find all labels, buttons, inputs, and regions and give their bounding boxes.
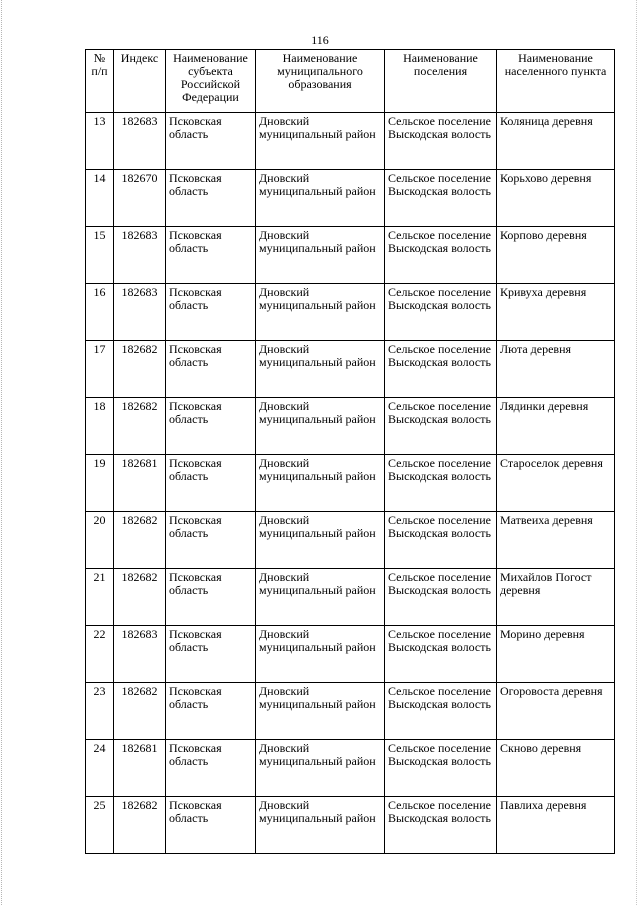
postal-index: 182682 — [114, 683, 166, 740]
row-number: 21 — [86, 569, 114, 626]
locality-name: Люта деревня — [497, 341, 615, 398]
locality-name: Огоровоста деревня — [497, 683, 615, 740]
locality-name: Морино деревня — [497, 626, 615, 683]
region-name: Псковская область — [166, 284, 256, 341]
settlement-name: Сельское поселение Выскодская волость — [385, 569, 497, 626]
postal-index: 182682 — [114, 341, 166, 398]
header-index: Индекс — [114, 50, 166, 113]
row-number: 25 — [86, 797, 114, 854]
region-name: Псковская область — [166, 569, 256, 626]
localities-table — [85, 49, 615, 854]
postal-index: 182681 — [114, 455, 166, 512]
settlement-name: Сельское поселение Выскодская волость — [385, 740, 497, 797]
page-number: 116 — [311, 33, 329, 47]
municipality-name: Дновский муниципальный район — [256, 227, 385, 284]
table-row — [86, 569, 615, 626]
settlement-name: Сельское поселение Выскодская волость — [385, 398, 497, 455]
municipality-name: Дновский муниципальный район — [256, 284, 385, 341]
header-settlement: Наименование поселения — [385, 50, 497, 113]
scan-edge-right — [636, 0, 638, 905]
postal-index: 182681 — [114, 740, 166, 797]
row-number: 20 — [86, 512, 114, 569]
table-row — [86, 341, 615, 398]
row-number: 17 — [86, 341, 114, 398]
municipality-name: Дновский муниципальный район — [256, 626, 385, 683]
municipality-name: Дновский муниципальный район — [256, 797, 385, 854]
row-number: 19 — [86, 455, 114, 512]
locality-name: Кривуха деревня — [497, 284, 615, 341]
settlement-name: Сельское поселение Выскодская волость — [385, 683, 497, 740]
region-name: Псковская область — [166, 683, 256, 740]
header-number: № п/п — [86, 50, 114, 113]
municipality-name: Дновский муниципальный район — [256, 740, 385, 797]
settlement-name: Сельское поселение Выскодская волость — [385, 170, 497, 227]
region-name: Псковская область — [166, 227, 256, 284]
municipality-name: Дновский муниципальный район — [256, 569, 385, 626]
locality-name: Матвеиха деревня — [497, 512, 615, 569]
region-name: Псковская область — [166, 398, 256, 455]
table-row — [86, 740, 615, 797]
region-name: Псковская область — [166, 740, 256, 797]
locality-name: Коляница деревня — [497, 113, 615, 170]
settlement-name: Сельское поселение Выскодская волость — [385, 455, 497, 512]
table-row — [86, 227, 615, 284]
postal-index: 182682 — [114, 398, 166, 455]
municipality-name: Дновский муниципальный район — [256, 512, 385, 569]
header-locality: Наименование населенного пункта — [497, 50, 615, 113]
municipality-name: Дновский муниципальный район — [256, 113, 385, 170]
settlement-name: Сельское поселение Выскодская волость — [385, 797, 497, 854]
table-row — [86, 455, 615, 512]
locality-name: Павлиха деревня — [497, 797, 615, 854]
row-number: 14 — [86, 170, 114, 227]
table-row — [86, 797, 615, 854]
postal-index: 182683 — [114, 626, 166, 683]
settlement-name: Сельское поселение Выскодская волость — [385, 512, 497, 569]
municipality-name: Дновский муниципальный район — [256, 683, 385, 740]
table-row — [86, 683, 615, 740]
locality-name: Лядинки деревня — [497, 398, 615, 455]
row-number: 23 — [86, 683, 114, 740]
row-number: 18 — [86, 398, 114, 455]
header-region: Наименование субъекта Российской Федерации — [166, 50, 256, 113]
locality-name: Корьхово деревня — [497, 170, 615, 227]
settlement-name: Сельское поселение Выскодская волость — [385, 284, 497, 341]
row-number: 22 — [86, 626, 114, 683]
region-name: Псковская область — [166, 113, 256, 170]
locality-name: Корпово деревня — [497, 227, 615, 284]
locality-name: Староселок деревня — [497, 455, 615, 512]
row-number: 24 — [86, 740, 114, 797]
postal-index: 182683 — [114, 284, 166, 341]
postal-index: 182682 — [114, 569, 166, 626]
postal-index: 182682 — [114, 512, 166, 569]
locality-name: Скново деревня — [497, 740, 615, 797]
region-name: Псковская область — [166, 626, 256, 683]
scan-edge-left — [1, 0, 3, 905]
postal-index: 182682 — [114, 797, 166, 854]
region-name: Псковская область — [166, 512, 256, 569]
region-name: Псковская область — [166, 797, 256, 854]
settlement-name: Сельское поселение Выскодская волость — [385, 626, 497, 683]
table-row — [86, 170, 615, 227]
settlement-name: Сельское поселение Выскодская волость — [385, 113, 497, 170]
postal-index: 182670 — [114, 170, 166, 227]
region-name: Псковская область — [166, 341, 256, 398]
region-name: Псковская область — [166, 170, 256, 227]
postal-index: 182683 — [114, 113, 166, 170]
table-row — [86, 284, 615, 341]
settlement-name: Сельское поселение Выскодская волость — [385, 227, 497, 284]
row-number: 13 — [86, 113, 114, 170]
region-name: Псковская область — [166, 455, 256, 512]
postal-index: 182683 — [114, 227, 166, 284]
table-header-row — [86, 50, 615, 113]
table-row — [86, 626, 615, 683]
table-row — [86, 398, 615, 455]
settlement-name: Сельское поселение Выскодская волость — [385, 341, 497, 398]
municipality-name: Дновский муниципальный район — [256, 170, 385, 227]
row-number: 16 — [86, 284, 114, 341]
municipality-name: Дновский муниципальный район — [256, 455, 385, 512]
header-municipality: Наименование муниципального образования — [256, 50, 385, 113]
row-number: 15 — [86, 227, 114, 284]
table-row — [86, 113, 615, 170]
table-row — [86, 512, 615, 569]
municipality-name: Дновский муниципальный район — [256, 398, 385, 455]
municipality-name: Дновский муниципальный район — [256, 341, 385, 398]
locality-name: Михайлов Погост деревня — [497, 569, 615, 626]
